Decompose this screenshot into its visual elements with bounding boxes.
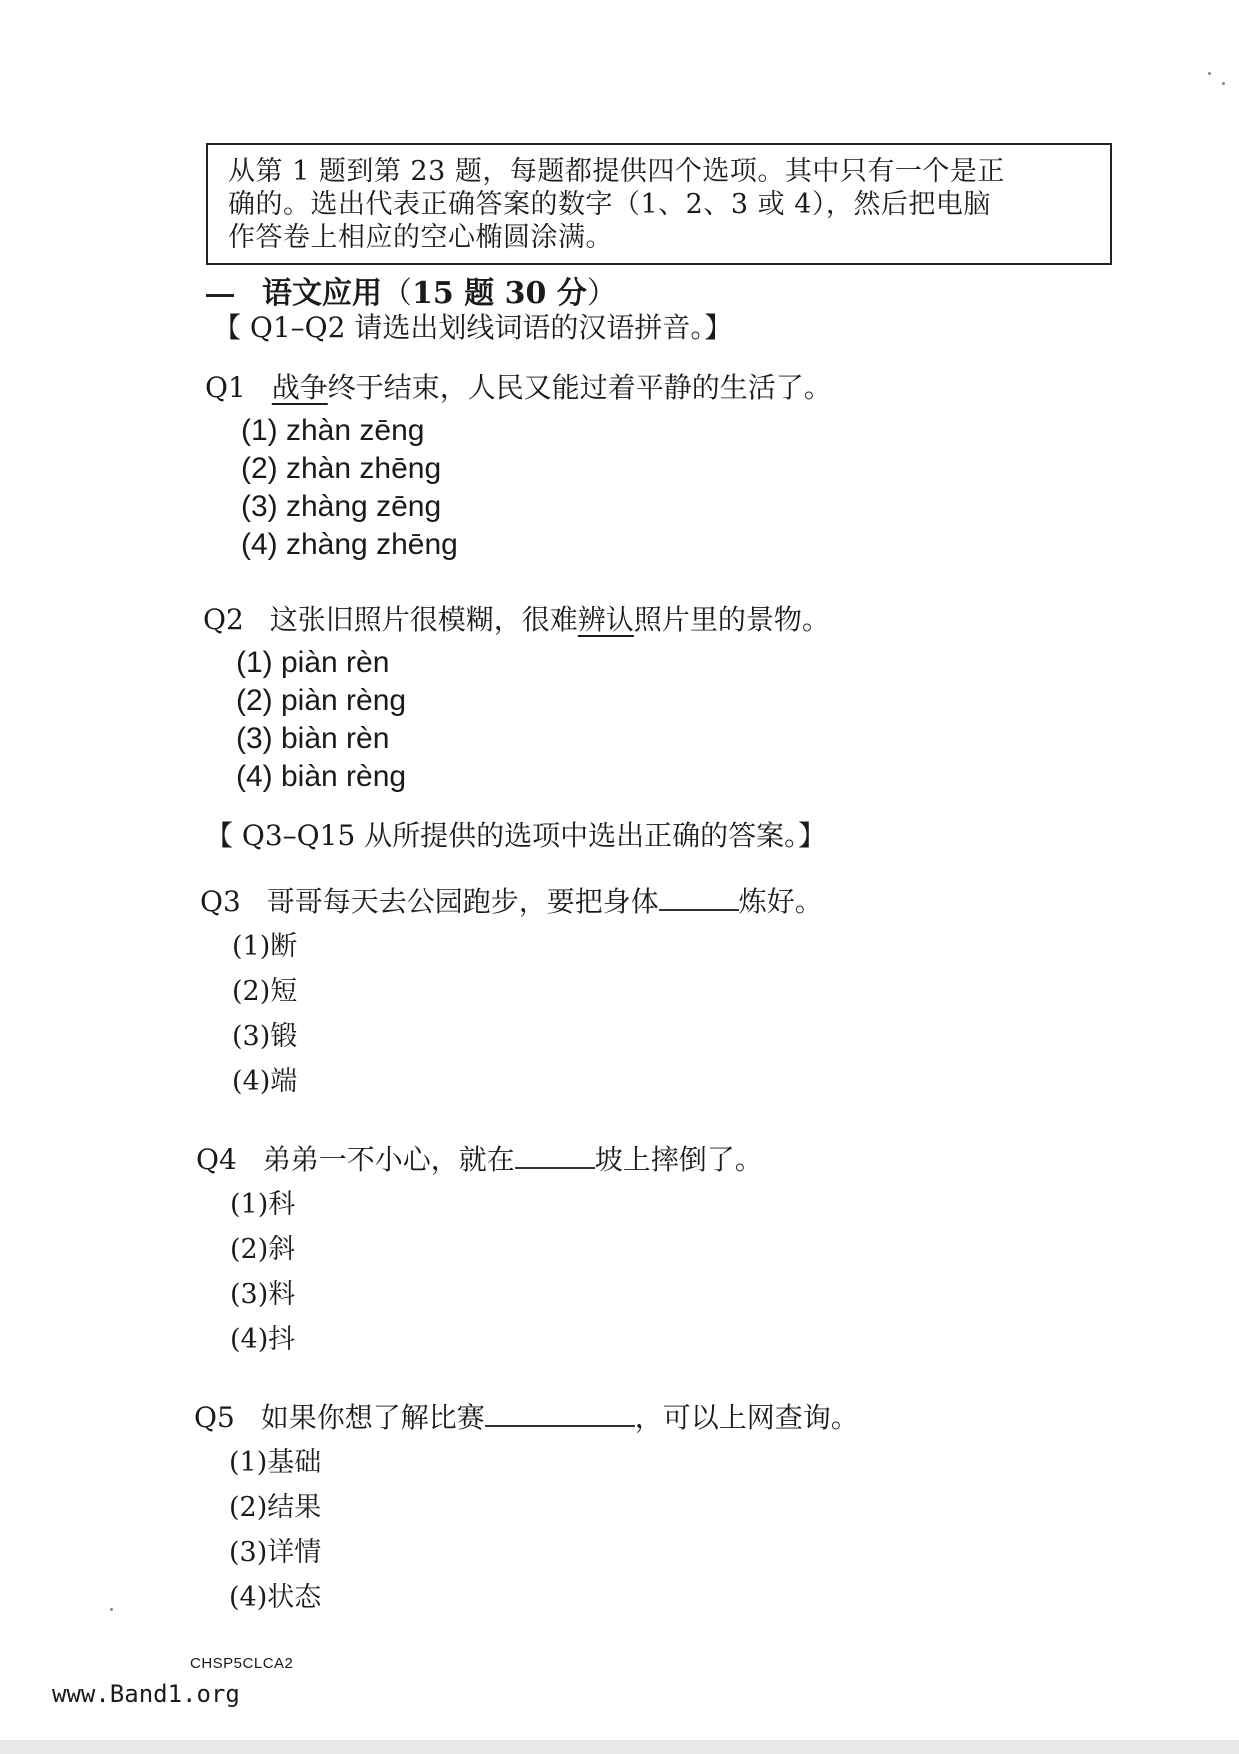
option-list [229,1440,859,1620]
question-2 [203,598,830,796]
option-1[interactable]: (1)断 [232,931,298,962]
question-5 [194,1396,859,1620]
scan-speck [1208,72,1211,75]
option-1[interactable]: (1) zhàn zēng [241,414,425,447]
option-3[interactable]: (3)锻 [232,1021,298,1052]
stem-text-after: 照片里的景物。 [633,603,830,636]
stem-text-before: 弟弟一不小心，就在 [262,1143,515,1176]
question-4 [196,1138,763,1362]
option-list [232,924,823,1104]
stem-text-after: 炼好。 [738,885,823,918]
stem-text-before: 这张旧照片很模糊，很难 [269,603,578,636]
question-stem [196,1138,763,1178]
option-1[interactable]: (1)基础 [229,1447,322,1478]
scan-bottom-edge [0,1740,1239,1754]
option-4[interactable]: (4)状态 [229,1582,322,1613]
question-stem [200,880,823,920]
instructions-line-2: 确的。选出代表正确答案的数字（1、2、3 或 4），然后把电脑 [228,189,991,220]
question-number: Q5 [194,1401,235,1434]
option-list [236,644,830,796]
note-q1-q2: 【 Q1–Q2 请选出划线词语的汉语拼音。】 [213,311,733,344]
option-4[interactable]: (4) zhàng zhēng [241,528,458,561]
option-4[interactable]: (4)端 [232,1066,298,1097]
instructions-line-1: 从第 1 题到第 23 题，每题都提供四个选项。其中只有一个是正 [228,156,1005,187]
question-3 [200,880,823,1104]
option-3[interactable]: (3)详情 [229,1537,322,1568]
scan-speck [110,1608,113,1611]
answer-blank [485,1401,635,1427]
website-watermark: www.Band1.org [52,1680,240,1708]
option-3[interactable]: (3) biàn rèn [236,722,390,755]
note-q3-q15: 【 Q3–Q15 从所提供的选项中选出正确的答案。】 [205,819,827,852]
stem-text-before: 如果你想了解比赛 [260,1401,485,1434]
option-1[interactable]: (1)科 [230,1189,296,1220]
option-list [230,1182,763,1362]
option-1[interactable]: (1) piàn rèn [236,646,390,679]
section-paren-open: （ [382,276,412,311]
question-1 [205,366,832,564]
instructions-box [206,143,1112,265]
section-title: 语文应用 [262,276,382,311]
answer-blank [659,885,739,911]
stem-text-after: 坡上摔倒了。 [594,1143,763,1176]
question-number: Q3 [200,885,241,918]
scan-speck [1222,82,1225,85]
section-score: 15 题 30 分 [412,276,587,311]
paper-code: CHSP5CLCA2 [190,1655,294,1672]
section-paren-close: ） [586,276,617,311]
question-number: Q2 [203,603,244,636]
stem-text-after: ，可以上网查询。 [634,1401,859,1434]
option-2[interactable]: (2)结果 [229,1492,322,1523]
section-number-dash [206,294,234,297]
option-2[interactable]: (2)斜 [230,1234,296,1265]
stem-text-after: 终于结束，人民又能过着平静的生活了。 [327,371,832,404]
question-stem [205,366,832,406]
instructions-line-3: 作答卷上相应的空心椭圆涂满。 [228,222,613,253]
option-2[interactable]: (2) piàn rèng [236,684,407,717]
underlined-word: 战争 [271,371,328,404]
option-3[interactable]: (3)料 [230,1279,296,1310]
option-3[interactable]: (3) zhàng zēng [241,490,442,523]
option-2[interactable]: (2)短 [232,976,298,1007]
underlined-word: 辨认 [577,603,634,636]
question-stem [203,598,830,638]
question-stem [194,1396,859,1436]
question-number: Q4 [196,1143,237,1176]
answer-blank [515,1143,595,1169]
option-4[interactable]: (4) biàn rèng [236,760,407,793]
option-list [241,412,832,564]
option-4[interactable]: (4)抖 [230,1324,296,1355]
stem-text-before: 哥哥每天去公园跑步，要把身体 [266,885,659,918]
question-number: Q1 [205,371,246,404]
option-2[interactable]: (2) zhàn zhēng [241,452,442,485]
